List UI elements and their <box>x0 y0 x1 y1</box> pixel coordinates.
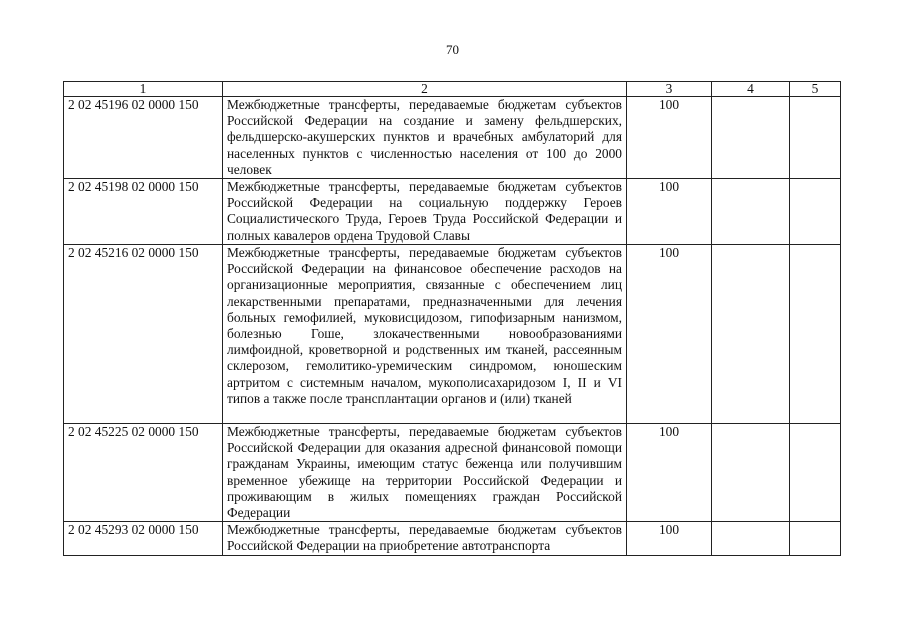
table-row <box>64 245 841 424</box>
col4-value <box>712 179 790 245</box>
budget-code: 2 02 45293 02 0000 150 <box>64 522 223 555</box>
col3-value: 100 <box>627 97 712 179</box>
col4-value <box>712 522 790 555</box>
col5-value <box>790 245 841 424</box>
row-description: Межбюджетные трансферты, передаваемые бюджетам субъектов Российской Федерации на приобретение автотранспорта <box>223 522 627 555</box>
col3-value: 100 <box>627 245 712 424</box>
row-description: Межбюджетные трансферты, передаваемые бюджетам субъектов Российской Федерации на финансовое обеспечение расходов на организационные мероприятия, связанные с обеспечением лиц лекарственными препаратами, предназначенными для лечения больных гемофилией, муковисцидозом, гипофизарным нанизмом, болезнью Гоше, злокачественными новообразованиями лимфоидной, кроветворной и родственных им тканей, рассеянным склерозом, гемолитико-уремическим синдромом, юношеским артритом с системным началом, мукополисахаридозом I, II и VI типов а также после трансплантации органов и (или) тканей <box>223 245 627 424</box>
header-col-1: 1 <box>64 82 223 97</box>
col4-value <box>712 245 790 424</box>
col3-value: 100 <box>627 522 712 555</box>
budget-table <box>63 81 841 556</box>
budget-code: 2 02 45196 02 0000 150 <box>64 97 223 179</box>
header-col-4: 4 <box>712 82 790 97</box>
page-number: 70 <box>446 42 459 57</box>
header-col-3: 3 <box>627 82 712 97</box>
row-description: Межбюджетные трансферты, передаваемые бюджетам субъектов Российской Федерации на социальную поддержку Героев Социалистического Труда, Героев Труда Российской Федерации и полных кавалеров ордена Трудовой Славы <box>223 179 627 245</box>
table-row <box>64 179 841 245</box>
col5-value <box>790 424 841 522</box>
budget-code: 2 02 45216 02 0000 150 <box>64 245 223 424</box>
budget-code: 2 02 45198 02 0000 150 <box>64 179 223 245</box>
header-row <box>64 82 841 97</box>
row-description: Межбюджетные трансферты, передаваемые бюджетам субъектов Российской Федерации для оказания адресной финансовой помощи гражданам Украины, имеющим статус беженца или получившим временное убежище на территории Российской Федерации и проживающим в жилых помещениях граждан Российской Федерации <box>223 424 627 522</box>
col5-value <box>790 522 841 555</box>
col4-value <box>712 97 790 179</box>
col4-value <box>712 424 790 522</box>
col3-value: 100 <box>627 179 712 245</box>
header-col-5: 5 <box>790 82 841 97</box>
col5-value <box>790 97 841 179</box>
table-row <box>64 522 841 555</box>
row-description: Межбюджетные трансферты, передаваемые бюджетам субъектов Российской Федерации на создание и замену фельдшерских, фельдшерско-акушерских пунктов и врачебных амбулаторий для населенных пунктов с численностью населения от 100 до 2000 человек <box>223 97 627 179</box>
col3-value: 100 <box>627 424 712 522</box>
table-row <box>64 424 841 522</box>
table-row <box>64 97 841 179</box>
header-col-2: 2 <box>223 82 627 97</box>
col5-value <box>790 179 841 245</box>
budget-code: 2 02 45225 02 0000 150 <box>64 424 223 522</box>
